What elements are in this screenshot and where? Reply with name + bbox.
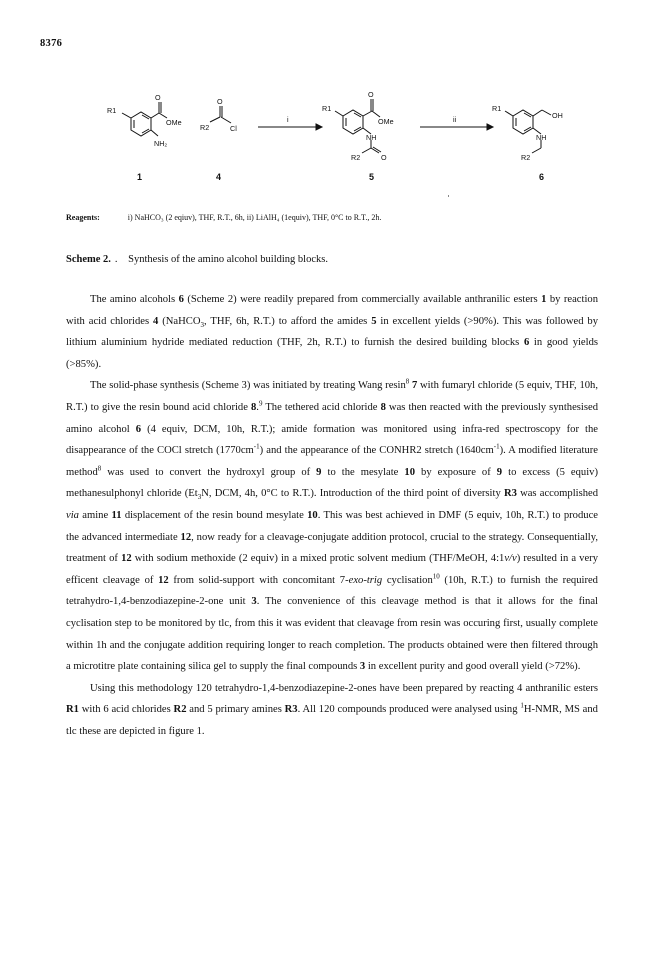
- compound-5-r1: R1: [322, 104, 332, 113]
- compound-number-1: 1: [137, 172, 143, 182]
- compound-6-r1: R1: [492, 104, 502, 113]
- scheme-drawing: [0, 0, 663, 230]
- paragraph-2: The solid-phase synthesis (Scheme 3) was initiated by treating Wang resin$^8$ 7 with fumaryl chloride (5 equiv, THF, 10h, R.T.) to give the resin bound acid chloride 8.$^9$ The tethered acid chloride 8 was then reacted with the previously synthesised amino alcohol 6 (4 equiv, DCM, 10h, R.T.); amide formation was monitored using infra-red spectroscopy for the disappearance of the COCl stretch $(1770cm^{-1})$ and the appearance of the CONHR2 stretch $(1640cm^{-1})$. A modified literature method$^8$ was used to convert the hydroxyl group of 9 to the mesylate 10 by exposure of 9 to excess (5 equiv) methanesulphonyl chloride ($Et_3N$, DCM, 4h, 0°C to R.T.). Introduction of the third point of diversity R3 was accomplished via amine 11 displacement of the resin bound mesylate 10. This was best achieved in DMF (5 equiv, 10h, R.T.) to produce the advanced intermediate 12, now ready for a cleavage-conjugate addition protocol, crucial to the strategy. Consequentially, treatment of 12 with sodium methoxide (2 equiv) in a mixed protic solvent medium (THF/MeOH, 4:1v/v) resulted in a very efficent cleavage of 12 from solid-support with concomitant 7-exo-trig cyclisation$^{10}$ (10h, R.T.) to furnish the required tetrahydro-1,4-benzodiazepine-2-one unit 3. The convenience of this cleavage method is that it allows for the final cyclisation step to be monitored by tlc, from this it was evident that cleavage from resin was occuring first, usually complete within 1h and the conjugate addition requiring longer to reach completion. The products obtained were then filtered through a microtitre plate containing silica gel to supply the final compounds 3 in excellent purity and good overall yield (>72%).: [66, 377, 598, 673]
- compound-4-cl: Cl: [230, 124, 237, 133]
- caption-label: Scheme 2.: [66, 254, 111, 265]
- scheme-caption: Scheme 2. . Synthesis of the amino alcohol building blocks.: [66, 254, 328, 265]
- reagents-line: [66, 213, 381, 222]
- compound-6-structure: [505, 110, 551, 153]
- compound-number-4: 4: [216, 172, 222, 182]
- page-number: 8376: [40, 38, 63, 49]
- compound-5-ome: OMe: [378, 117, 394, 126]
- compound-5-nh: NH: [366, 133, 377, 142]
- compound-1-nh2: NH₂: [154, 139, 168, 148]
- compound-6-nh: NH: [536, 133, 547, 142]
- step-label-i: i: [287, 115, 289, 124]
- compound-6-r2: R2: [521, 153, 531, 162]
- compound-1-r1: R1: [107, 106, 117, 115]
- compound-4-r2: R2: [200, 123, 210, 132]
- compound-number-6: 6: [539, 172, 545, 182]
- compound-6-oh: OH: [552, 111, 563, 120]
- compound-5-structure: [335, 99, 381, 153]
- paragraph-3: Using this methodology 120 tetrahydro-1,4-benzodiazepine-2-ones have been prepared by reacting 4 anthranilic esters R1 with 6 acid chlorides R2 and 5 primary amines R3. All 120 compounds produced were analysed using $^1$H-NMR, MS and tlc these are depicted in figure 1.: [66, 682, 598, 737]
- compound-5-o2: O: [381, 153, 387, 162]
- compound-5-r2: R2: [351, 153, 361, 162]
- reagents-text: i) NaHCO₃ (2 eqiuv), THF, R.T., 6h, ii) LiAlH₄ (1equiv), THF, 0°C to R.T., 2h.: [127, 213, 382, 222]
- compound-1-o: O: [155, 93, 161, 102]
- compound-4-structure: [210, 106, 231, 123]
- caption-text: Synthesis of the amino alcohol building blocks.: [128, 254, 328, 265]
- compound-1-ome: OMe: [166, 118, 182, 127]
- compound-5-o: O: [368, 90, 374, 99]
- compound-1-structure: [122, 102, 167, 136]
- compound-4-o: O: [217, 97, 223, 106]
- reagents-label: Reagents:: [66, 213, 100, 222]
- reaction-scheme: [0, 0, 663, 230]
- step-label-ii: ii: [453, 115, 457, 124]
- compound-number-5: 5: [369, 172, 375, 182]
- paragraph-1: The amino alcohols 6 (Scheme 2) were readily prepared from commercially available anthranilic esters 1 by reaction with acid chlorides 4 (NaHCO$_3$, THF, 6h, R.T.) to afford the amides 5 in excellent yields (>90%). This was followed by lithium aluminium hydride mediated reduction (THF, 2h, R.T.) to furnish the desired building blocks 6 in good yields (>85%).: [66, 294, 598, 370]
- body-text: [66, 289, 598, 742]
